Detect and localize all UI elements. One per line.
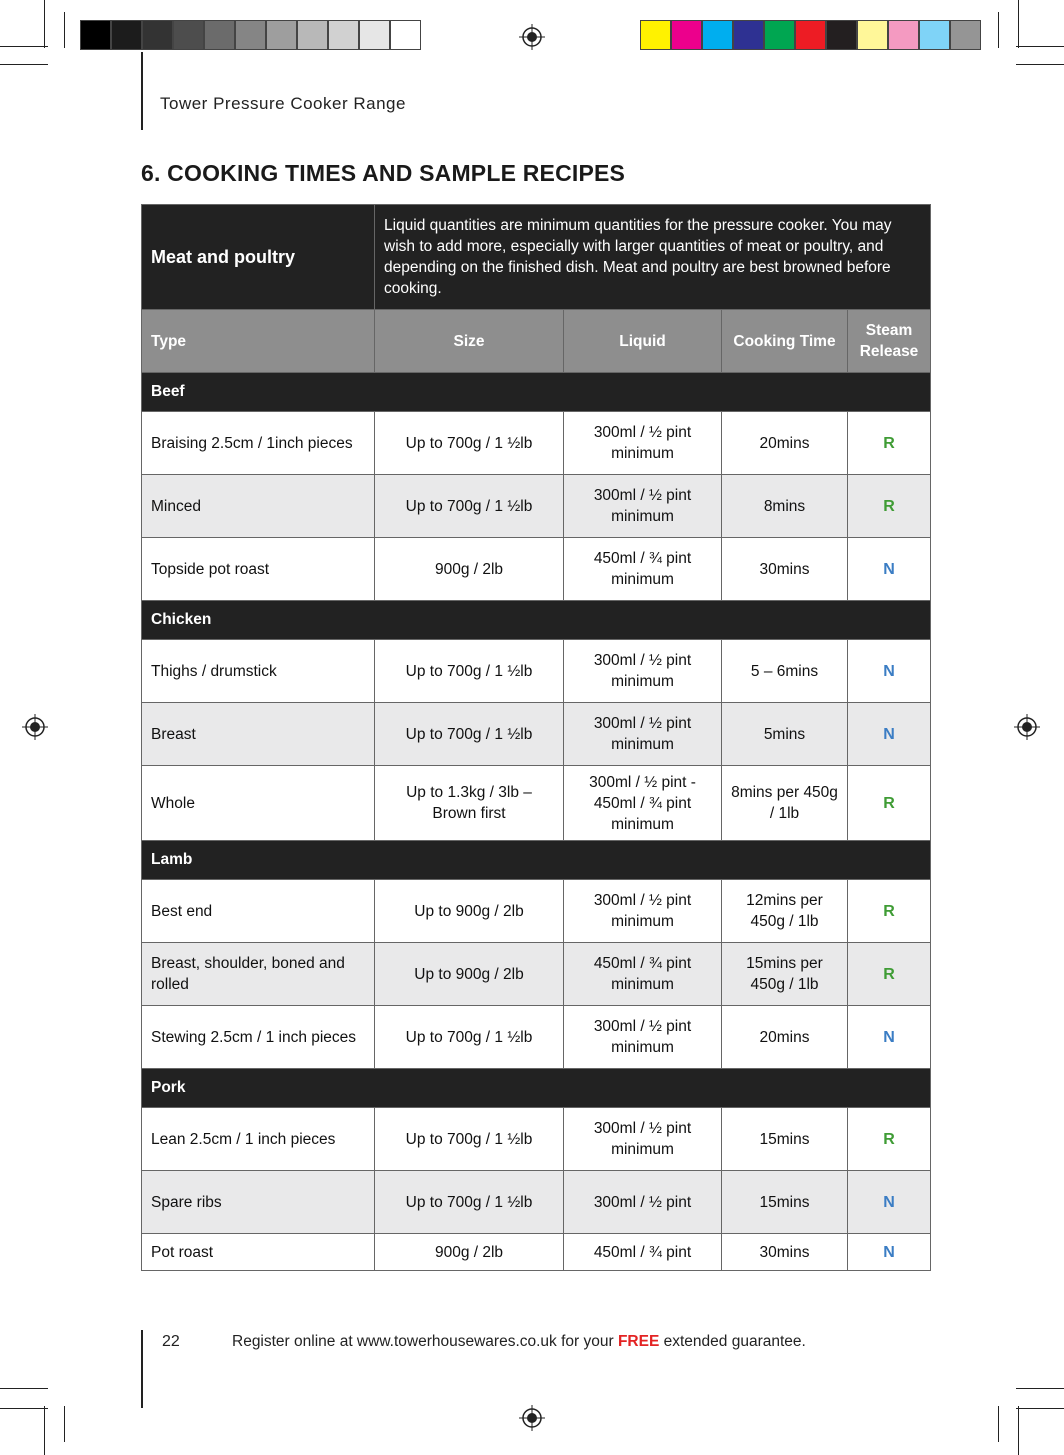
color-swatch	[142, 20, 173, 50]
cell-size: Up to 700g / 1 ½lb	[375, 1006, 564, 1069]
table-row	[142, 412, 931, 475]
color-swatch	[764, 20, 795, 50]
cell-release: N	[848, 640, 931, 703]
cell-release: N	[848, 1006, 931, 1069]
crop-mark	[64, 12, 65, 48]
color-swatch	[266, 20, 297, 50]
cell-size: 900g / 2lb	[375, 1234, 564, 1271]
column-header-cooking-time: Cooking Time	[722, 310, 848, 373]
table-row	[142, 1006, 931, 1069]
cell-time: 20mins	[722, 412, 848, 475]
cell-liquid: 300ml / ½ pint	[564, 1171, 722, 1234]
cell-type: Lean 2.5cm / 1 inch pieces	[142, 1108, 375, 1171]
cell-time: 8mins	[722, 475, 848, 538]
cell-size: Up to 700g / 1 ½lb	[375, 475, 564, 538]
category-row	[142, 1069, 931, 1108]
cell-release: R	[848, 880, 931, 943]
crop-mark	[0, 1408, 48, 1409]
column-header-row	[142, 310, 931, 373]
color-swatch	[702, 20, 733, 50]
cell-liquid: 300ml / ½ pint minimum	[564, 880, 722, 943]
color-swatch	[204, 20, 235, 50]
cell-type: Spare ribs	[142, 1171, 375, 1234]
table-row	[142, 703, 931, 766]
cell-time: 15mins per 450g / 1lb	[722, 943, 848, 1006]
cell-release: R	[848, 943, 931, 1006]
column-header-steam-release: Steam Release	[848, 310, 931, 373]
color-swatch	[297, 20, 328, 50]
color-swatch	[80, 20, 111, 50]
crop-mark	[1016, 1388, 1064, 1389]
color-swatch	[173, 20, 204, 50]
table-row	[142, 1108, 931, 1171]
registration-mark-icon	[519, 24, 545, 50]
cell-liquid: 300ml / ½ pint minimum	[564, 475, 722, 538]
cell-time: 30mins	[722, 1234, 848, 1271]
table-note: Liquid quantities are minimum quantities for the pressure cooker. You may wish to add more, especially with larger quantities of meat or poultry, and depending on the finished dish. Meat and poultry are best browned before cooking.	[375, 205, 931, 310]
table-row	[142, 943, 931, 1006]
table-section-label: Meat and poultry	[142, 205, 375, 310]
cell-release: R	[848, 766, 931, 841]
category-label: Lamb	[142, 841, 931, 880]
cell-size: 900g / 2lb	[375, 538, 564, 601]
cell-type: Topside pot roast	[142, 538, 375, 601]
color-swatch	[111, 20, 142, 50]
table-row	[142, 475, 931, 538]
crop-mark	[0, 1388, 48, 1389]
crop-mark	[1016, 46, 1064, 47]
cell-liquid: 300ml / ½ pint - 450ml / ¾ pint minimum	[564, 766, 722, 841]
column-header-size: Size	[375, 310, 564, 373]
table-row	[142, 640, 931, 703]
cell-release: N	[848, 703, 931, 766]
footer-free-highlight: FREE	[617, 1333, 660, 1350]
brand-name: Tower Pressure Cooker Range	[160, 94, 406, 113]
category-label: Chicken	[142, 601, 931, 640]
cell-time: 20mins	[722, 1006, 848, 1069]
cell-size: Up to 900g / 2lb	[375, 943, 564, 1006]
column-header-type: Type	[142, 310, 375, 373]
cell-time: 5mins	[722, 703, 848, 766]
cell-size: Up to 700g / 1 ½lb	[375, 1108, 564, 1171]
table-row	[142, 1171, 931, 1234]
cell-liquid: 300ml / ½ pint minimum	[564, 1006, 722, 1069]
category-row	[142, 373, 931, 412]
cell-type: Breast	[142, 703, 375, 766]
cell-release: N	[848, 1171, 931, 1234]
cell-type: Minced	[142, 475, 375, 538]
table-row	[142, 1234, 931, 1271]
cell-liquid: 300ml / ½ pint minimum	[564, 412, 722, 475]
category-label: Beef	[142, 373, 931, 412]
color-swatch	[733, 20, 764, 50]
cell-type: Pot roast	[142, 1234, 375, 1271]
footer-text-before: Register online at www.towerhousewares.co.uk for your	[232, 1333, 618, 1350]
cell-release: R	[848, 412, 931, 475]
category-row	[142, 841, 931, 880]
cell-liquid: 300ml / ½ pint minimum	[564, 640, 722, 703]
crop-mark	[0, 64, 48, 65]
cell-size: Up to 1.3kg / 3lb – Brown first	[375, 766, 564, 841]
color-swatch	[795, 20, 826, 50]
cell-liquid: 450ml / ¾ pint minimum	[564, 538, 722, 601]
crop-mark	[1016, 64, 1064, 65]
cooking-times-table	[141, 204, 931, 1271]
color-swatch	[888, 20, 919, 50]
cell-size: Up to 700g / 1 ½lb	[375, 412, 564, 475]
cell-time: 15mins	[722, 1171, 848, 1234]
table-row	[142, 880, 931, 943]
registration-mark-icon	[22, 714, 48, 740]
cell-liquid: 450ml / ¾ pint	[564, 1234, 722, 1271]
crop-mark	[998, 12, 999, 48]
crop-mark	[998, 1406, 999, 1442]
page-number: 22	[162, 1333, 180, 1350]
footer-rule	[141, 1330, 143, 1408]
cell-release: N	[848, 1234, 931, 1271]
registration-mark-icon	[519, 1405, 545, 1431]
table-row	[142, 766, 931, 841]
cell-time: 12mins per 450g / 1lb	[722, 880, 848, 943]
crop-mark	[1018, 0, 1019, 48]
crop-mark	[44, 1406, 45, 1455]
footer-guarantee-text	[232, 1333, 806, 1351]
cell-time: 8mins per 450g / 1lb	[722, 766, 848, 841]
color-swatch	[235, 20, 266, 50]
cell-time: 5 – 6mins	[722, 640, 848, 703]
registration-mark-icon	[1014, 714, 1040, 740]
category-row	[142, 601, 931, 640]
cell-time: 15mins	[722, 1108, 848, 1171]
color-swatch	[640, 20, 671, 50]
color-swatch	[359, 20, 390, 50]
cell-type: Thighs / drumstick	[142, 640, 375, 703]
color-swatch	[826, 20, 857, 50]
cell-time: 30mins	[722, 538, 848, 601]
color-swatch	[328, 20, 359, 50]
cell-type: Stewing 2.5cm / 1 inch pieces	[142, 1006, 375, 1069]
color-swatch	[919, 20, 950, 50]
cell-liquid: 300ml / ½ pint minimum	[564, 1108, 722, 1171]
header-rule	[141, 52, 143, 130]
crop-mark	[1018, 1406, 1019, 1455]
color-swatch	[950, 20, 981, 50]
cell-type: Best end	[142, 880, 375, 943]
cell-size: Up to 900g / 2lb	[375, 880, 564, 943]
section-title: 6. COOKING TIMES AND SAMPLE RECIPES	[141, 160, 626, 186]
crop-mark	[44, 0, 45, 48]
cell-liquid: 450ml / ¾ pint minimum	[564, 943, 722, 1006]
column-header-liquid: Liquid	[564, 310, 722, 373]
cell-release: R	[848, 1108, 931, 1171]
cell-size: Up to 700g / 1 ½lb	[375, 640, 564, 703]
crop-mark	[1016, 1408, 1064, 1409]
color-swatch	[857, 20, 888, 50]
color-swatch	[390, 20, 421, 50]
cell-release: N	[848, 538, 931, 601]
category-label: Pork	[142, 1069, 931, 1108]
crop-mark	[0, 46, 48, 47]
cell-type: Whole	[142, 766, 375, 841]
cell-type: Braising 2.5cm / 1inch pieces	[142, 412, 375, 475]
cell-liquid: 300ml / ½ pint minimum	[564, 703, 722, 766]
table-row	[142, 538, 931, 601]
cell-size: Up to 700g / 1 ½lb	[375, 703, 564, 766]
cell-type: Breast, shoulder, boned and rolled	[142, 943, 375, 1006]
cell-size: Up to 700g / 1 ½lb	[375, 1171, 564, 1234]
footer-text-after: extended guarantee.	[659, 1333, 806, 1350]
color-swatch	[671, 20, 702, 50]
crop-mark	[64, 1406, 65, 1442]
cell-release: R	[848, 475, 931, 538]
